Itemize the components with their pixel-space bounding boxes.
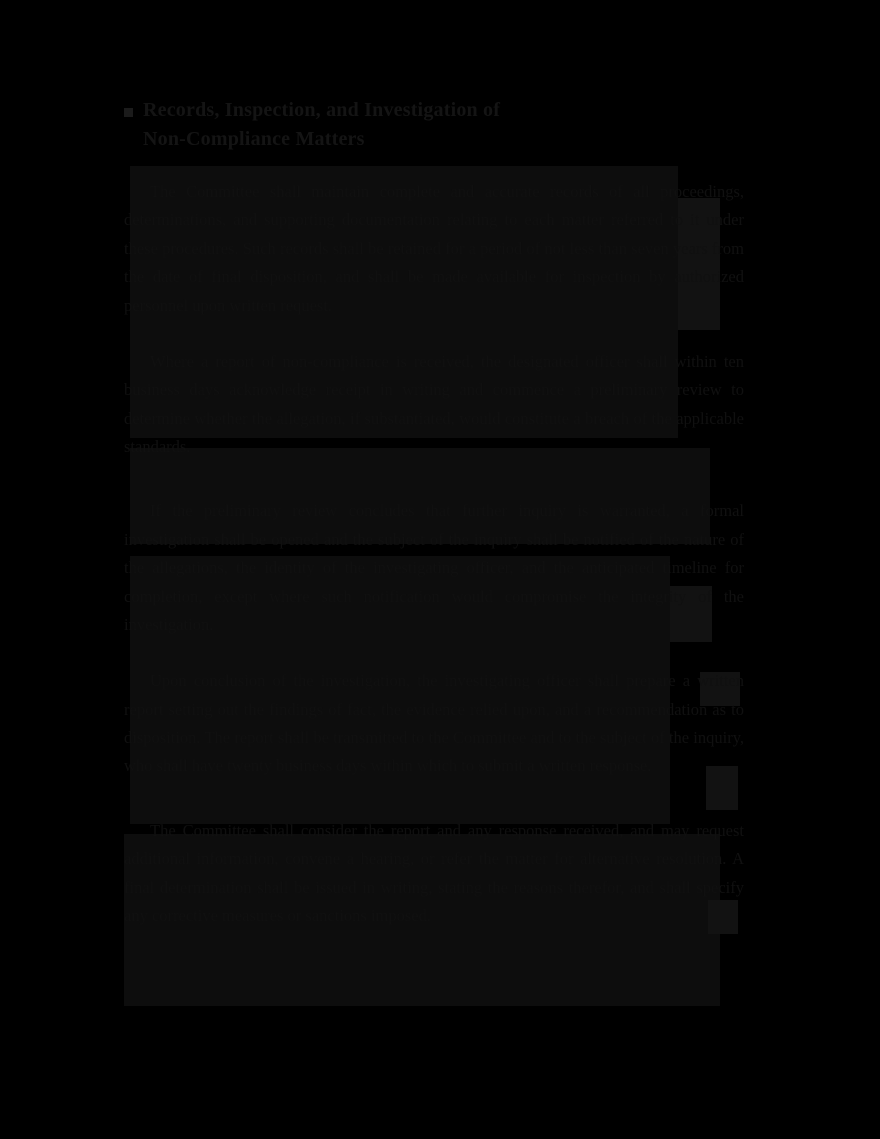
heading-line-1: Records, Inspection, and Investigation of (143, 99, 501, 121)
paragraph-1: The Committee shall maintain complete and accurate records of all proceedings, determinations, and supporting documentation relating to each matter referred to it under these procedures. Such records shall be retained for a period of not less than seven years from the date of final disposition, and shall be made available for inspection by authorized personnel upon written request. (124, 182, 744, 315)
paragraph-3: If the preliminary review concludes that further inquiry is warranted, a formal investigation shall be opened and the subject of the inquiry shall be notified of the nature of the allegations, the identity of the investigating officer, and the anticipated timeline for completion, except where such notification would compromise the integrity of the investigation. (124, 501, 744, 634)
spacer (124, 479, 744, 497)
section-heading-text (143, 96, 500, 154)
paragraph-2: Where a report of non-compliance is received, the designated officer shall within ten business days acknowledge receipt in writing and commence a preliminary review to determine whether the allegation, if substantiated, would constitute a breach of the applicable standards. (124, 351, 744, 456)
heading-line-2: Non-Compliance Matters (143, 128, 365, 150)
paragraph-4: Upon conclusion of the investigation, the investigating officer shall prepare a written report setting out the findings of fact, the evidence relied upon, and a recommendation as to disposition. The report shall be transmitted to the Committee and to the subject of the inquiry, who shall have twenty business days within which to submit a written response. (124, 671, 744, 776)
section-heading (124, 96, 744, 154)
spacer (124, 338, 744, 348)
paragraph-5: The Committee shall consider the report and any response received, and may request additional information, convene a hearing, or refer the matter for alternative resolution. A final determination shall be issued in writing, stating the reasons therefor, and shall specify any corrective measures or sanctions imposed. (124, 820, 744, 925)
document-body (124, 96, 744, 948)
spacer (124, 657, 744, 667)
spacer (124, 799, 744, 817)
square-bullet-icon (124, 108, 133, 117)
spacer (124, 168, 744, 178)
